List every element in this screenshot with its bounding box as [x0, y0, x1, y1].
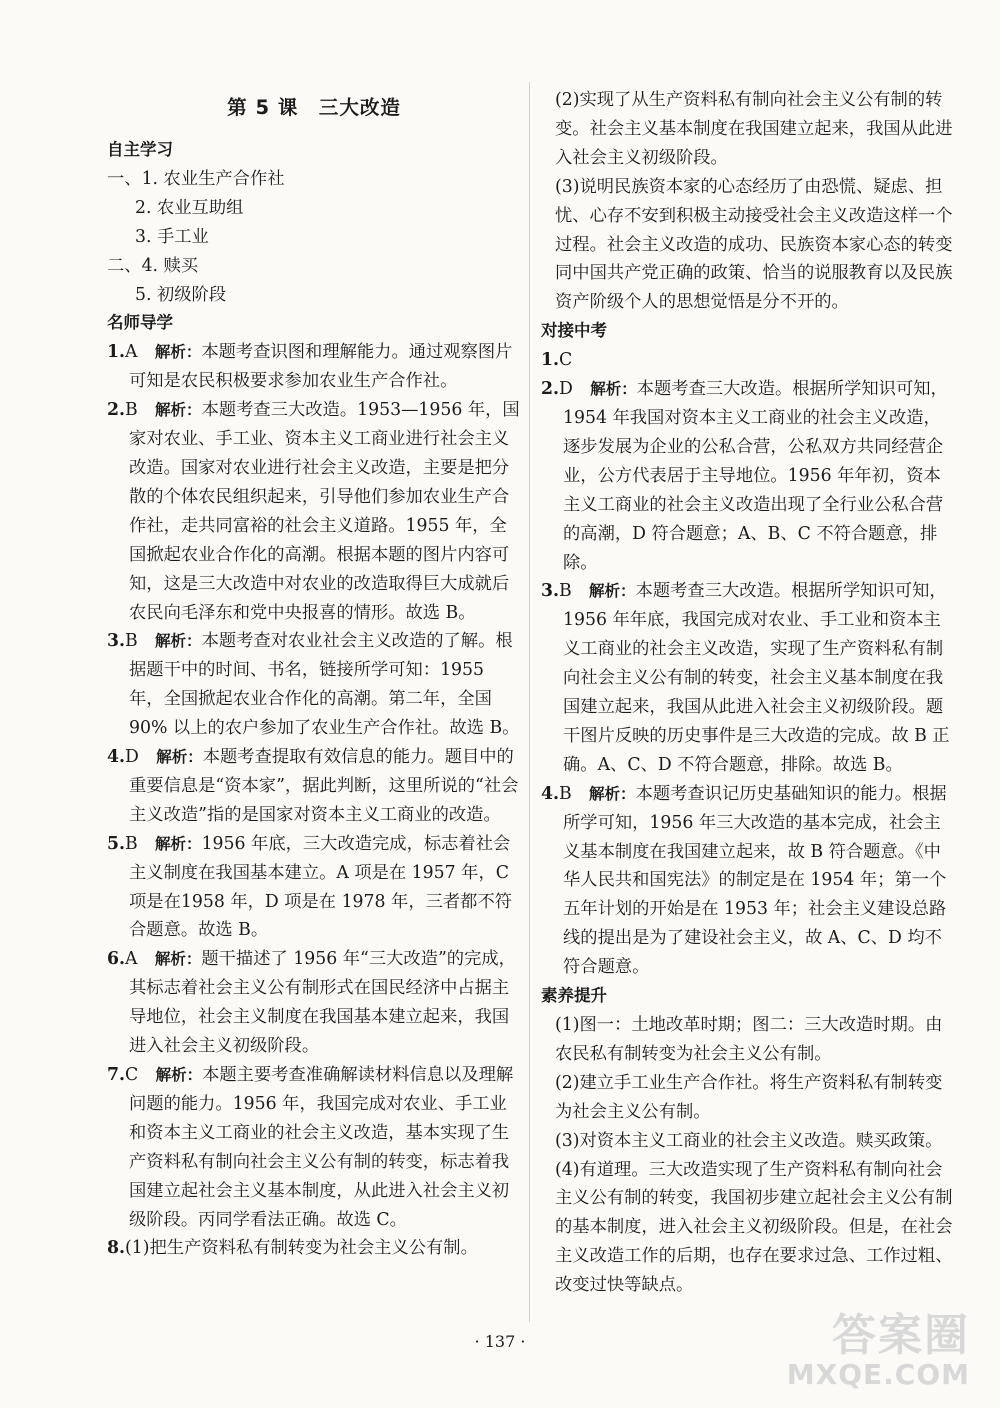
watermark-logo: 答案圈	[832, 1310, 970, 1361]
analysis-label: 解析：	[154, 950, 202, 969]
question-number: 2.	[107, 400, 126, 421]
question-answer: B	[559, 783, 572, 804]
question-text: 本题主要考查准确解读材料信息以及理解问题的能力。1956 年，我国完成对农业、手工业和资本主义工商业的社会主义改造，基本实现了生产资料私有制向社会主义公有制的转变，标志着我国建立起社会主义基本制度，从此进入社会主义初级阶段。丙同学看法正确。故选 C。	[129, 1065, 514, 1230]
question-answer: D	[559, 379, 573, 400]
question-item	[107, 830, 521, 946]
suyang-answer: (1)图一：土地改革时期；图二：三大改造时期。由农民私有制转变为社会主义公有制。	[555, 1015, 943, 1064]
question-number: 3.	[107, 631, 126, 652]
question-item	[107, 396, 521, 627]
question-text: 题干描述了 1956 年“三大改造”的完成，其标志着社会主义公有制形式在国民经济中占据主导地位，社会主义制度在我国基本建立起来，我国进入社会主义初级阶段。	[129, 949, 516, 1057]
question-answer: D	[125, 747, 139, 768]
section-heading-duijie: 对接中考	[541, 321, 607, 341]
question-number: 1.	[107, 342, 126, 363]
question-item	[107, 338, 521, 396]
continued-answer: (3)说明民族资本家的心态经历了由恐慌、疑虑、担忧、心存不安到积极主动接受社会主义改造这样一个过程。社会主义改造的成功、民族资本家心态的转变同中国共产党正确的政策、恰当的说服教育以及民族资产阶级个人的思想觉悟是分不开的。	[555, 176, 953, 313]
question-text: 本题考查三大改造。1953—1956 年，国家对农业、手工业、资本主义工商业进行社会主义改造。国家对农业进行社会主义改造，主要是把分散的个体农民组织起来，引导他们参加农业生产合作社，走共同富裕的社会主义道路。1955 年，全国掀起农业合作化的高潮。根据本题的图片内容可知，这是三大改造中对农业的改造取得巨大成就后农民向毛泽东和党中央报喜的情形。故选 B。	[129, 400, 520, 623]
question-text: 本题考查提取有效信息的能力。题目中的重要信息是“资本家”，据此判断，这里所说的“社会主义改造”指的是国家对资本主义工商业的改造。	[129, 747, 519, 825]
section-heading-mingshi: 名师导学	[107, 313, 173, 333]
question-item	[541, 780, 953, 982]
question-item	[107, 1061, 521, 1234]
answer-line: 2. 农业互助组	[135, 197, 244, 218]
analysis-label: 解析：	[589, 784, 636, 803]
suyang-answer: (4)有道理。三大改造实现了生产资料私有制向社会主义公有制的转变，我国初步建立起社会主义公有制的基本制度，进入社会主义初级阶段。但是，在社会主义改造工作的后期，也存在要求过急、工作过粗、改变过快等缺点。	[555, 1159, 953, 1296]
answer-line: 3. 手工业	[135, 226, 209, 247]
question-answer: B	[125, 400, 138, 421]
section-heading-zizhu: 自主学习	[107, 140, 173, 159]
question-number: 1.	[541, 350, 560, 371]
question-number: 4.	[107, 747, 126, 768]
question-number: 4.	[541, 783, 560, 804]
question-number: 7.	[107, 1065, 126, 1085]
question-number: 6.	[107, 949, 126, 970]
column-divider	[529, 82, 530, 1322]
analysis-label: 解析：	[155, 401, 202, 420]
question-answer: C	[559, 350, 573, 371]
question-text: 本题考查识图和理解能力。通过观察图片可知是农民积极要求参加农业生产合作社。	[129, 342, 513, 392]
question-answer: A	[125, 342, 138, 363]
question-answer: B	[125, 833, 138, 854]
right-column	[541, 86, 953, 1300]
analysis-label: 解析：	[156, 748, 203, 767]
watermark-url: MXQE.COM	[786, 1358, 970, 1391]
question-item	[541, 577, 953, 779]
question-answer: B	[125, 631, 138, 652]
question-answer: B	[559, 581, 572, 602]
left-column	[107, 136, 521, 1263]
question-text: 本题考查识记历史基础知识的能力。根据所学可知，1956 年三大改造的基本完成，社会主义基本制度在我国建立起来，故 B 符合题意。《中华人民共和国宪法》的制定是在 1954 年；第一个五年计划的开始是在 1953 年；社会主义建设总路线的提出是为了建设社会主义，故 A、C、D 均不符合题意。	[563, 783, 947, 978]
page-title: 第 5 课 三大改造	[227, 96, 401, 119]
answer-line: 二、4. 赎买	[107, 255, 199, 276]
question-text: 本题考查三大改造。根据所学知识可知，1956 年年底，我国完成对农业、手工业和资本主义工商业的社会主义改造，实现了生产资料私有制向社会主义公有制的转变，社会主义基本制度在我国建立起来，我国从此进入社会主义初级阶段。题干图片反映的历史事件是三大改造的完成。故 B 正确。A、C、D 不符合题意，排除。故选 B。	[563, 581, 950, 775]
question-item	[107, 743, 521, 830]
suyang-answer: (3)对资本主义工商业的社会主义改造。赎买政策。	[555, 1130, 943, 1151]
answer-line: 5. 初级阶段	[135, 284, 227, 305]
question-item	[107, 1234, 521, 1263]
question-number: 5.	[107, 833, 126, 854]
question-text: (1)把生产资料私有制转变为社会主义公有制。	[125, 1238, 478, 1259]
question-text: 本题考查对农业社会主义改造的了解。根据题干中的时间、书名，链接所学可知：1955 年，全国掀起农业合作化的高潮。第二年，全国 90% 以上的农户参加了农业生产合作社。故选 B。	[129, 631, 520, 739]
analysis-label: 解析：	[590, 380, 637, 399]
question-text: 1956 年底，三大改造完成，标志着社会主义制度在我国基本建立。A 项是在 1957 年，C 项是在1958 年，D 项是在 1978 年，三者都不符合题意。故选 B。	[129, 833, 513, 941]
section-heading-suyang: 素养提升	[541, 986, 607, 1006]
question-item	[541, 375, 953, 577]
question-number: 2.	[541, 379, 560, 400]
question-number: 8.	[107, 1238, 126, 1259]
suyang-answer: (2)建立手工业生产合作社。将生产资料私有制转变为社会主义公有制。	[555, 1072, 943, 1122]
analysis-label: 解析：	[154, 343, 202, 362]
analysis-label: 解析：	[155, 1066, 203, 1084]
answer-line: 一、1. 农业生产合作社	[107, 168, 285, 189]
question-answer: A	[125, 949, 138, 970]
watermark	[787, 1312, 970, 1390]
question-answer: C	[125, 1065, 139, 1085]
question-item	[541, 346, 953, 375]
question-item	[107, 627, 521, 743]
question-text: 本题考查三大改造。根据所学知识可知，1954 年我国对资本主义工商业的社会主义改造，逐步发展为企业的公私合营，公私双方共同经营企业，公方代表居于主导地位。1956 年年初，资本主义工商业的社会主义改造出现了全行业公私合营的高潮，D 符合题意；A、B、C 不符合题意，排除。	[563, 379, 948, 573]
question-item	[107, 945, 521, 1061]
page-number: · 137 ·	[474, 1332, 526, 1351]
analysis-label: 解析：	[155, 632, 202, 651]
analysis-label: 解析：	[155, 834, 202, 853]
question-number: 3.	[541, 581, 560, 602]
analysis-label: 解析：	[589, 582, 636, 601]
continued-answer: (2)实现了从生产资料私有制向社会主义公有制的转变。社会主义基本制度在我国建立起来，我国从此进入社会主义初级阶段。	[555, 90, 953, 168]
